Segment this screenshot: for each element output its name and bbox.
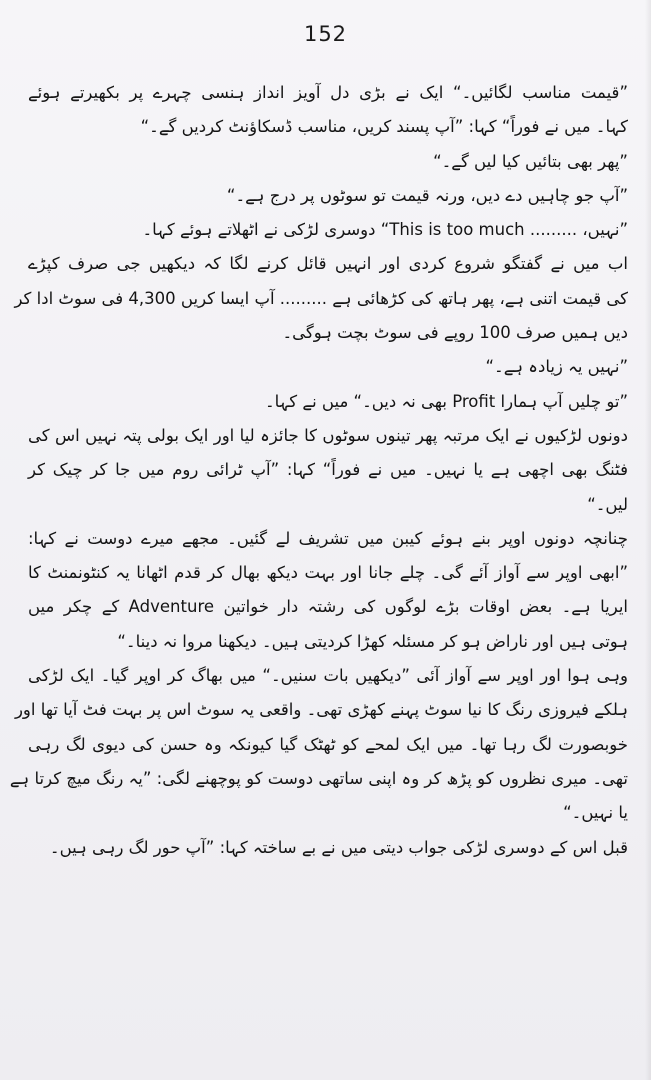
text-line: دونوں لڑکیوں نے ایک مرتبہ پھر تینوں سوٹوں کا جائزہ لیا اور ایک بولی پتہ نہیں اس کی <box>28 425 628 445</box>
text-line: کی قیمت اتنی ہے، پھر ہاتھ کی کڑھائی ہے ......... آپ ایسا کریں 4,300 فی سوٹ ادا کر <box>14 288 628 308</box>
page-edge-shadow <box>645 0 651 1080</box>
text-line: ہلکے فیروزی رنگ کا نیا سوٹ پہنے کھڑی تھی۔ واقعی یہ سوٹ اس پر بہت فٹ آیا تھا اور <box>14 700 628 720</box>
text-line: ”آپ جو چاہیں دے دیں، ورنہ قیمت تو سوٹوں پر درج ہے۔“ <box>226 185 628 205</box>
text-line: تھی۔ میری نظروں کو پڑھ کر وہ اپنی ساتھی دوست کو پوچھنے لگی: ”یہ رنگ میچ کرتا ہے <box>9 768 628 788</box>
text-line: ”پھر بھی بتائیں کیا لیں گے۔“ <box>433 151 628 171</box>
text-line: کہا۔ میں نے فوراً“ کہا: ”آپ پسند کریں، مناسب ڈسکاؤنٹ کردیں گے۔“ <box>140 117 628 137</box>
text-line: ”نہیں یہ زیادہ ہے۔“ <box>485 357 628 377</box>
text-line: لیں۔“ <box>587 494 628 514</box>
text-line: خوبصورت لگ رہا تھا۔ میں ایک لمحے کو ٹھٹک گیا کیونکہ وہ حسن کی دیوی لگ رہی <box>28 734 628 754</box>
text-line: قبل اس کے دوسری لڑکی جواب دیتی میں نے بے ساختہ کہا: ”آپ حور لگ رہی ہیں۔ <box>49 837 628 857</box>
page-number: 152 <box>303 22 348 46</box>
text-line: ”نہیں، ......... This is too much“ دوسری لڑکی نے اٹھلاتے ہوئے کہا۔ <box>142 220 628 240</box>
text-line: ایریا ہے۔ بعض اوقات بڑے لوگوں کی رشتہ دار خواتین Adventure کے چکر میں <box>28 597 628 617</box>
page-text <box>9 76 628 865</box>
text-line: ”ابھی اوپر سے آواز آئے گی۔ چلے جانا اور بہت دیکھ بھال کر قدم اٹھانا یہ کنٹونمنٹ کا <box>28 563 628 583</box>
text-line: وہی ہوا اور اوپر سے آواز آئی ”دیکھیں بات سنیں۔“ میں بھاگ کر اوپر گیا۔ ایک لڑکی <box>28 666 628 686</box>
text-line: اب میں نے گفتگو شروع کردی اور انہیں قائل کرنے لگا کہ دیکھیں جی صرف کپڑے <box>28 254 628 274</box>
text-line: ہوتی ہیں اور ناراض ہو کر مسئلہ کھڑا کردیتی ہیں۔ دیکھنا مروا نہ دینا۔“ <box>117 631 628 651</box>
text-line: ”تو چلیں آپ ہمارا Profit بھی نہ دیں۔“ میں نے کہا۔ <box>264 391 628 411</box>
text-line: چنانچہ دونوں اوپر بنے ہوئے کیبن میں تشریف لے گئیں۔ مجھے میرے دوست نے کہا: <box>28 528 628 548</box>
text-line: دیں ہمیں صرف 100 روپے فی سوٹ بچت ہوگی۔ <box>282 323 628 343</box>
text-line: یا نہیں۔“ <box>563 803 628 823</box>
text-line: فٹنگ بھی اچھی ہے یا نہیں۔ میں نے فوراً“ کہا: ”آپ ٹرائی روم میں جا کر چیک کر <box>28 460 628 480</box>
text-line: ”قیمت مناسب لگائیں۔“ ایک نے بڑی دل آویز انداز ہنسی چہرے پر بکھیرتے ہوئے <box>28 83 628 102</box>
